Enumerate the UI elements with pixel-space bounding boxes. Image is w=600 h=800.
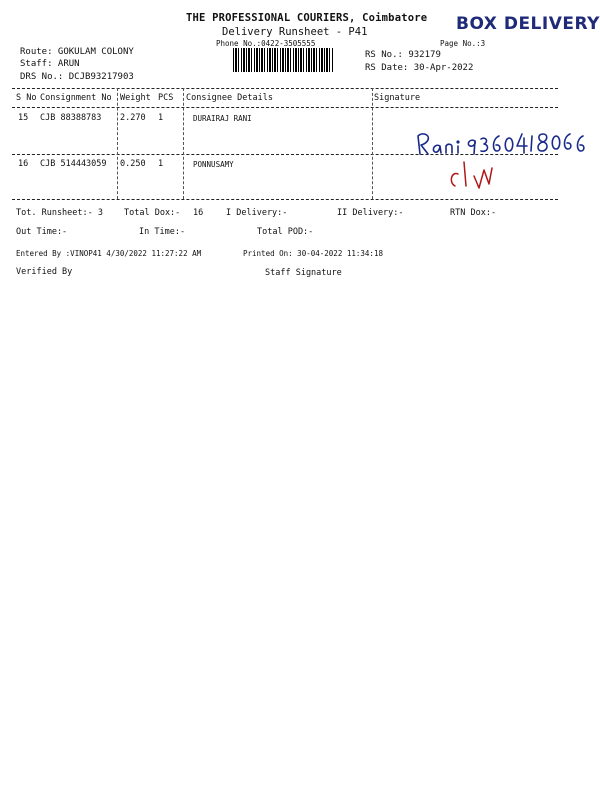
header-signature: Signature: [374, 93, 421, 103]
in-time: In Time:-: [139, 227, 186, 237]
rs-number: RS No.: 932179: [365, 50, 441, 60]
row-consignment: CJB 88388783: [40, 113, 102, 123]
total-pod: Total POD:-: [257, 227, 314, 237]
row-sno: 16: [18, 159, 29, 169]
row-consignment: CJB 514443059: [40, 159, 107, 169]
total-runsheet: Tot. Runsheet:- 3: [16, 208, 103, 218]
phone-number: Phone No.:0422-3505555: [216, 39, 316, 48]
staff-signature: Staff Signature: [265, 268, 342, 278]
rtn-dox: RTN Dox:-: [450, 208, 497, 218]
table-bottom-rule: [12, 199, 558, 200]
entered-by: Entered By :VINOP41 4/30/2022 11:27:22 AM: [16, 249, 202, 258]
table-header-rule: [12, 107, 558, 108]
header-consignment: Consignment No: [40, 93, 112, 103]
header-consignee: Consignee Details: [186, 93, 273, 103]
row-weight: 0.250: [120, 159, 146, 169]
header-pcs: PCS: [158, 93, 174, 103]
row-sno: 15: [18, 113, 29, 123]
page-number: Page No.:3: [440, 39, 486, 48]
row-consignee: PONNUSAMY: [193, 160, 234, 169]
handwritten-signature: [400, 124, 600, 196]
column-divider: [183, 88, 184, 199]
staff-label: Staff: ARUN: [20, 59, 80, 69]
route-label: Route: GOKULAM COLONY: [20, 47, 134, 57]
column-divider: [372, 88, 373, 199]
company-title: THE PROFESSIONAL COURIERS, Coimbatore: [186, 12, 428, 24]
row-pcs: 1: [158, 159, 164, 169]
header-weight: Weight: [120, 93, 151, 103]
row-weight: 2.270: [120, 113, 146, 123]
verified-by: Verified By: [16, 267, 73, 277]
runsheet-title: Delivery Runsheet - P41: [222, 26, 368, 38]
row-pcs: 1: [158, 113, 164, 123]
total-dox-value: 16: [193, 208, 204, 218]
box-delivery-stamp: BOX DELIVERY: [456, 14, 600, 34]
out-time: Out Time:-: [16, 227, 68, 237]
header-sno: S No: [16, 93, 37, 103]
printed-on: Printed On: 30-04-2022 11:34:18: [243, 249, 383, 258]
row-consignee: DURAIRAJ RANI: [193, 114, 252, 123]
barcode: [233, 48, 333, 72]
first-delivery: I Delivery:-: [226, 208, 288, 218]
table-top-rule: [12, 88, 558, 89]
column-divider: [117, 88, 118, 199]
total-dox-label: Total Dox:-: [124, 208, 181, 218]
drs-number: DRS No.: DCJB93217903: [20, 72, 134, 82]
second-delivery: II Delivery:-: [337, 208, 404, 218]
rs-date: RS Date: 30-Apr-2022: [365, 63, 474, 73]
